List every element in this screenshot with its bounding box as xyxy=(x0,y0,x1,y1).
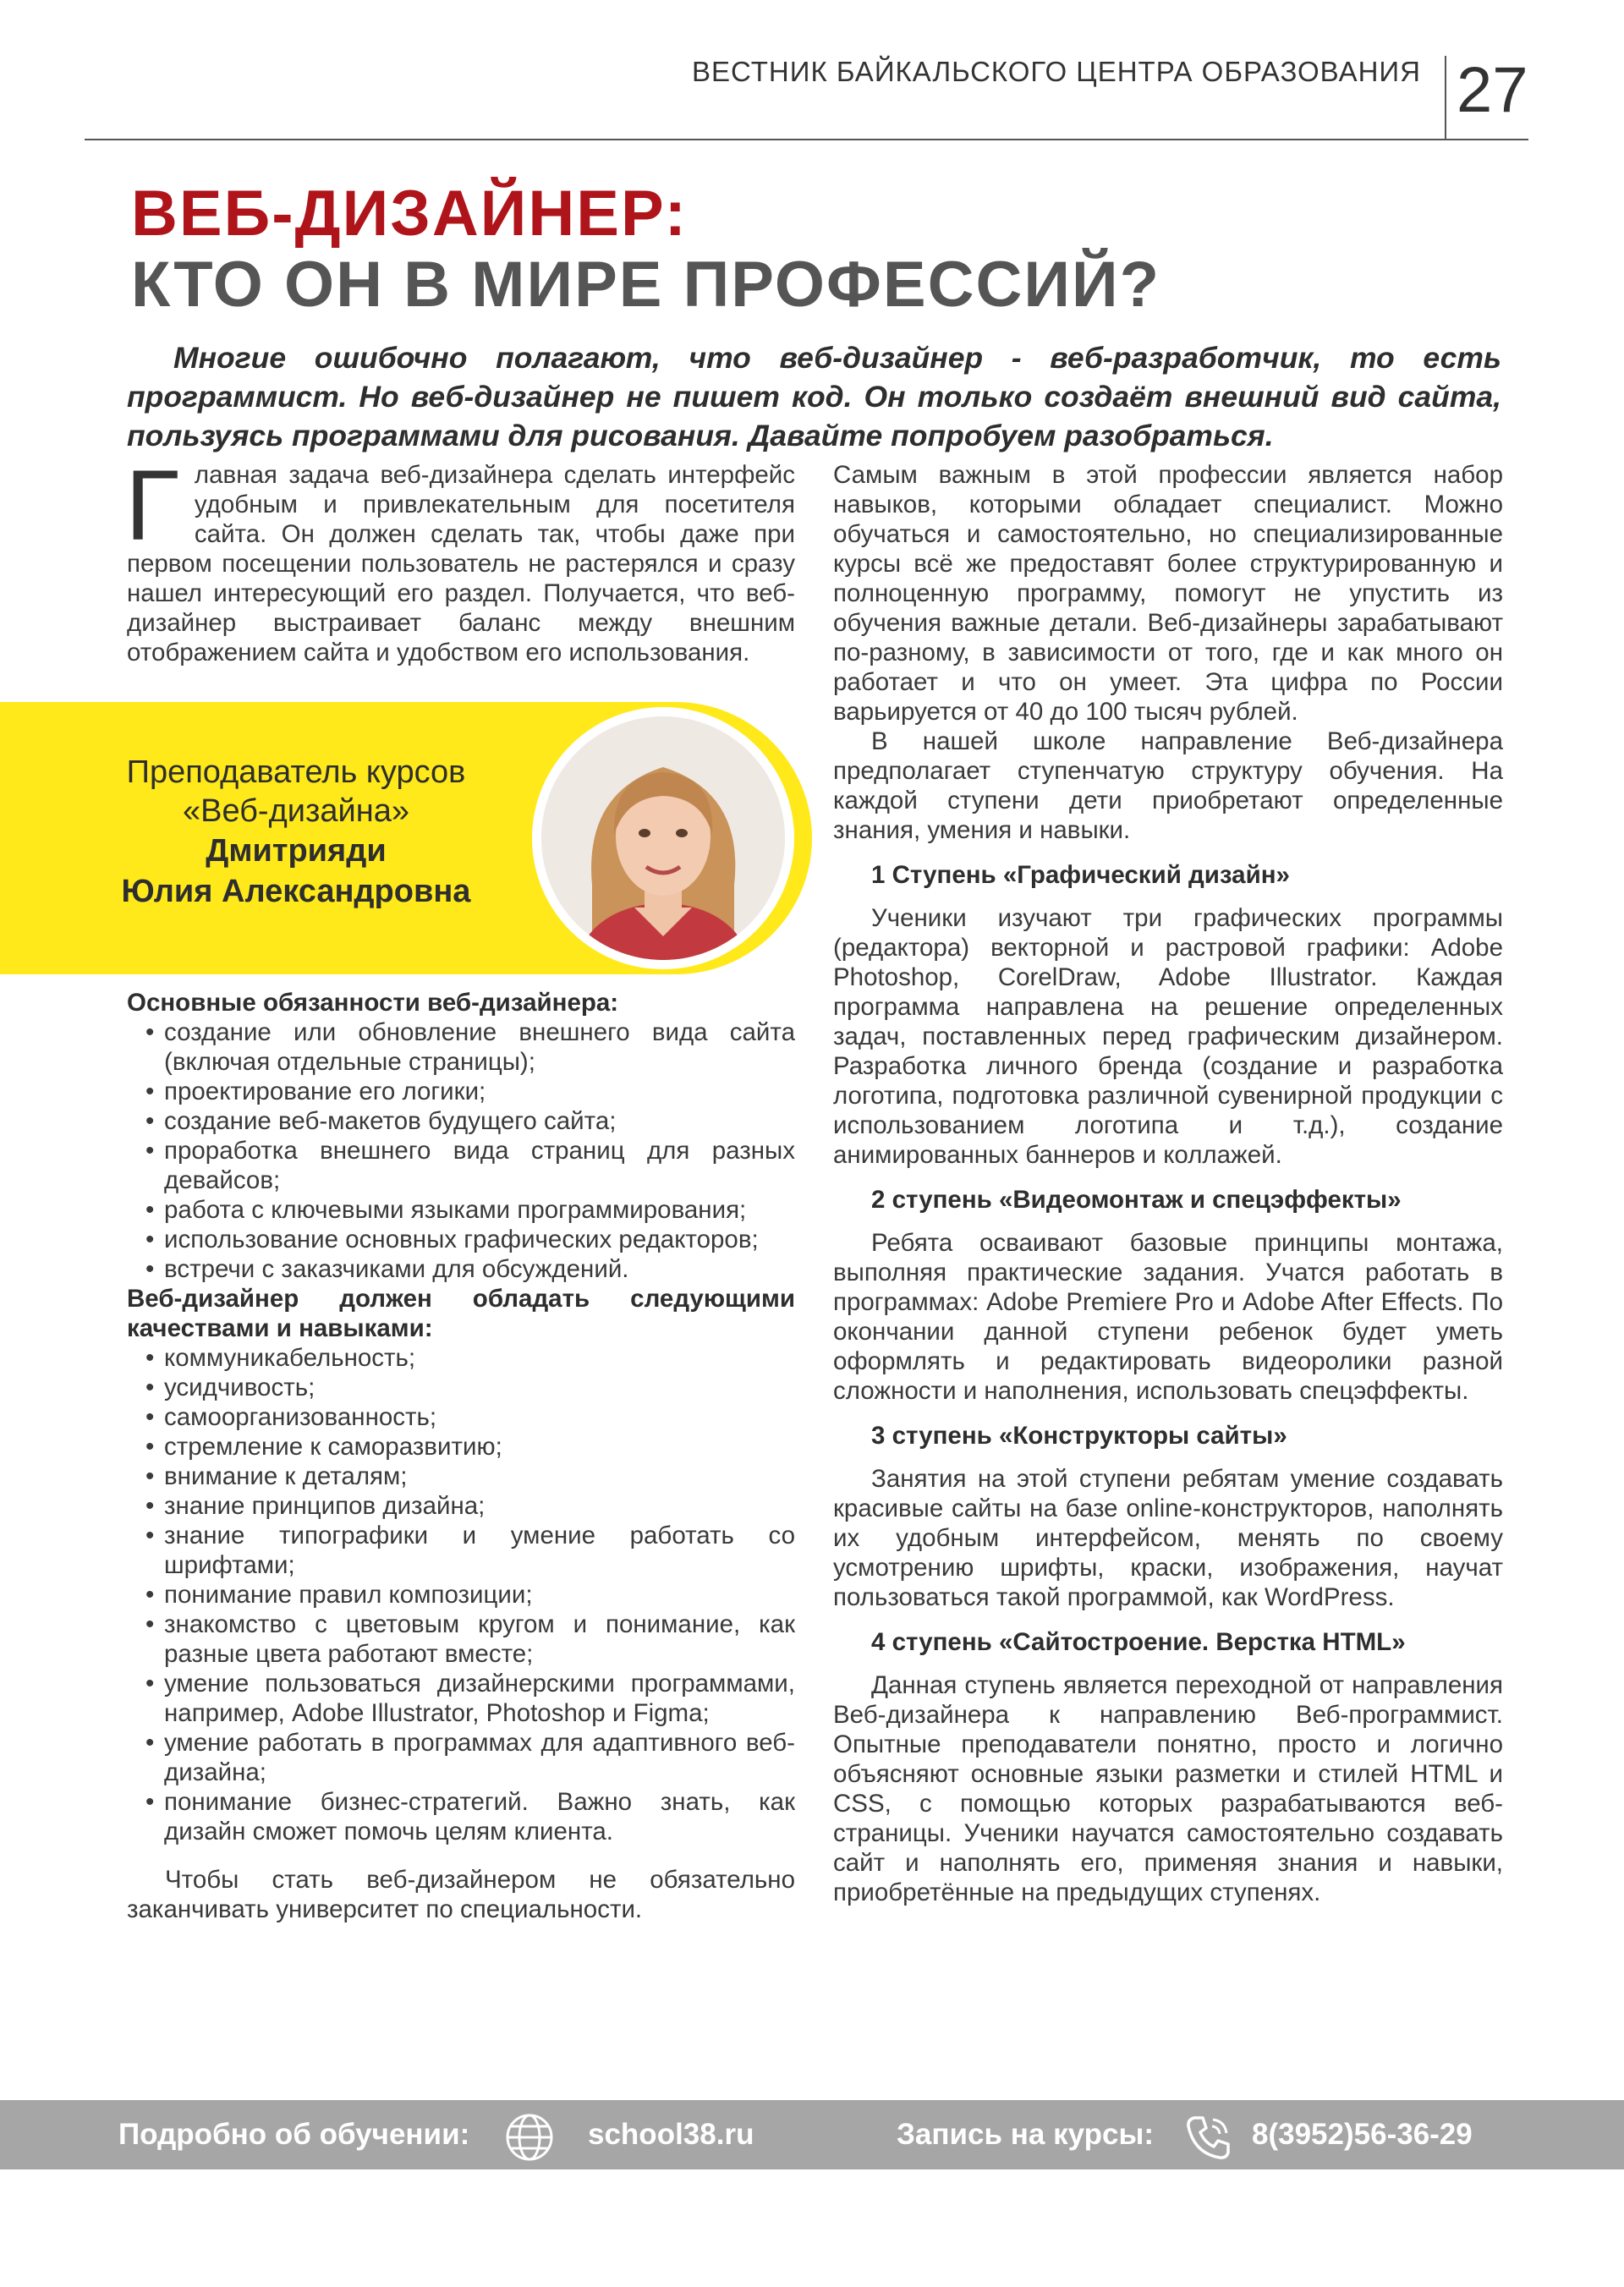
publication-title: ВЕСТНИК БАЙКАЛЬСКОГО ЦЕНТРА ОБРАЗОВАНИЯ xyxy=(692,56,1421,87)
structure-paragraph: В нашей школе направление Веб-дизайнера предполагает ступенчатую структуру обучения. На каждой ступени дети приобретают определенные знания, умения и навыки. xyxy=(833,727,1503,844)
list-item: • знакомство с цветовым кругом и понимание, как разные цвета работают вместе; xyxy=(127,1610,795,1669)
article-title-line1: ВЕБ-ДИЗАЙНЕР: xyxy=(131,178,688,250)
list-item: • встречи с заказчиками для обсуждений. xyxy=(127,1254,795,1284)
list-item: • понимание бизнес-стратегий. Важно знать, как дизайн сможет помочь целям клиента. xyxy=(127,1787,795,1846)
header-rule xyxy=(85,139,1528,140)
duties-list xyxy=(127,1017,795,1284)
teacher-photo xyxy=(541,716,785,960)
website-link[interactable]: school38.ru xyxy=(588,2118,754,2151)
list-item: • проработка внешнего вида страниц для разных девайсов; xyxy=(127,1136,795,1195)
article-title-line2: КТО ОН В МИРЕ ПРОФЕССИЙ? xyxy=(131,249,1161,321)
step3-text: Занятия на этой ступени ребятам умение создавать красивые сайты на базе online-конструкторов, наполнять их удобным интерфейсом, менять по своему усмотрению шрифты, краски, изображения, научат пользоваться такой программой, как WordPress. xyxy=(833,1465,1503,1611)
globe-icon xyxy=(504,2112,555,2163)
footer-info-label: Подробно об обучении: xyxy=(118,2118,470,2151)
skills-heading: Веб-дизайнер должен обладать следующими качествами и навыками: xyxy=(127,1285,795,1342)
list-item: • усидчивость; xyxy=(127,1373,795,1402)
skills-paragraph: Самым важным в этой профессии является набор навыков, которыми обладает специалист. Можно обучаться и самостоятельно, но специализированные курсы всё же предоставят более структурированную и полноценную программу, помогут не упустить из обучения важные детали. Веб-дизайнеры зарабатывают по-разному, в зависимости от того, где и как много он работает и что он умеет. Эта цифра по России варьируется от 40 до 100 тысяч рублей. xyxy=(833,461,1503,726)
intro-paragraph: лавная задача веб-дизайнера сделать интерфейс удобным и привлекательным для посетителя сайта. Он должен сделать так, чтобы даже при первом посещении пользователь не растерялся и сразу нашел интересующий его раздел. Получается, что веб-дизайнер выстраивает баланс между внешним отображением сайта и удобством его использования. xyxy=(127,461,795,666)
teacher-name-line2: Юлия Александровна xyxy=(121,874,471,909)
footer-signup-label: Запись на курсы: xyxy=(897,2118,1154,2151)
teacher-caption xyxy=(76,753,516,912)
right-column xyxy=(833,460,1503,1907)
list-item: • самоорганизованность; xyxy=(127,1402,795,1432)
list-item: • знание принципов дизайна; xyxy=(127,1491,795,1521)
article-lead: Многие ошибочно полагают, что веб-дизайнер - веб-разработчик, то есть программист. Но веб-дизайнер не пишет код. Он только создаёт внешний вид сайта, пользуясь программами для рисования. Давайте попробуем разобраться. xyxy=(127,341,1501,452)
step1-title: 1 Ступень «Графический дизайн» xyxy=(871,861,1290,889)
teacher-role-line2: «Веб-дизайна» xyxy=(182,793,410,829)
step4-title: 4 ступень «Сайтостроение. Верстка HTML» xyxy=(871,1628,1406,1656)
step2-text: Ребята осваивают базовые принципы монтажа, выполняя практические задания. Учатся работать в программах: Adobe Premiere Pro и Adobe After Effects. По окончании данной ступени ребенок будет уметь оформлять и редактировать видеоролики разной сложности и наполнения, использовать спецэффекты. xyxy=(833,1229,1503,1405)
duties-heading: Основные обязанности веб-дизайнера: xyxy=(127,989,619,1017)
list-item: • проектирование его логики; xyxy=(127,1077,795,1106)
step1-text: Ученики изучают три графических программы (редактора) векторной и растровой графики: Adobe Photoshop, CorelDraw, Adobe Illustrator. Каждая программа направлена на решение определенных задач, поставленных перед графическим дизайнером. Разработка личного бренда (создание и разработка логотипа, подготовка различной сувенирной продукции с использованием логотипа и т.д.), создание анимированных баннеров и коллажей. xyxy=(833,904,1503,1169)
list-item: • работа с ключевыми языками программирования; xyxy=(127,1195,795,1225)
list-item: • умение пользоваться дизайнерскими программами, например, Adobe Illustrator, Photoshop и Figma; xyxy=(127,1669,795,1728)
list-item: • создание или обновление внешнего вида сайта (включая отдельные страницы); xyxy=(127,1017,795,1077)
list-item: • понимание правил композиции; xyxy=(127,1580,795,1610)
drop-cap: Г xyxy=(125,450,179,562)
left-column-lists xyxy=(127,988,795,1924)
left-column-intro xyxy=(125,450,795,667)
list-item: • коммуникабельность; xyxy=(127,1343,795,1373)
phone-number[interactable]: 8(3952)56-36-29 xyxy=(1252,2118,1473,2151)
list-item: • знание типографики и умение работать со шрифтами; xyxy=(127,1521,795,1580)
teacher-portrait-icon xyxy=(541,716,785,960)
teacher-role-line1: Преподаватель курсов xyxy=(126,754,466,790)
teacher-name-line1: Дмитрияди xyxy=(206,833,387,869)
list-item: • использование основных графических редакторов; xyxy=(127,1225,795,1254)
step2-title: 2 ступень «Видеомонтаж и спецэффекты» xyxy=(871,1186,1402,1214)
step4-text: Данная ступень является переходной от направления Веб-дизайнера к направлению Веб-программист. Опытные преподаватели понятно, просто и логично объясняют основные языки разметки и стилей HTML и CSS, с помощью которых разрабатываются веб-страницы. Ученики научатся самостоятельно создавать сайт и наполнять его, применяя знания и навыки, приобретённые на предыдущих ступенях. xyxy=(833,1671,1503,1906)
list-item: • создание веб-макетов будущего сайта; xyxy=(127,1106,795,1136)
step3-title: 3 ступень «Конструкторы сайты» xyxy=(871,1422,1287,1450)
list-item: • внимание к деталям; xyxy=(127,1462,795,1491)
phone-icon xyxy=(1182,2111,1235,2164)
list-item: • умение работать в программах для адаптивного веб-дизайна; xyxy=(127,1728,795,1787)
header-divider xyxy=(1445,56,1446,140)
list-item: • стремление к саморазвитию; xyxy=(127,1432,795,1462)
page-number: 27 xyxy=(1457,54,1528,126)
closing-paragraph: Чтобы стать веб-дизайнером не обязательно заканчивать университет по специальности. xyxy=(127,1866,795,1923)
skills-list xyxy=(127,1343,795,1846)
